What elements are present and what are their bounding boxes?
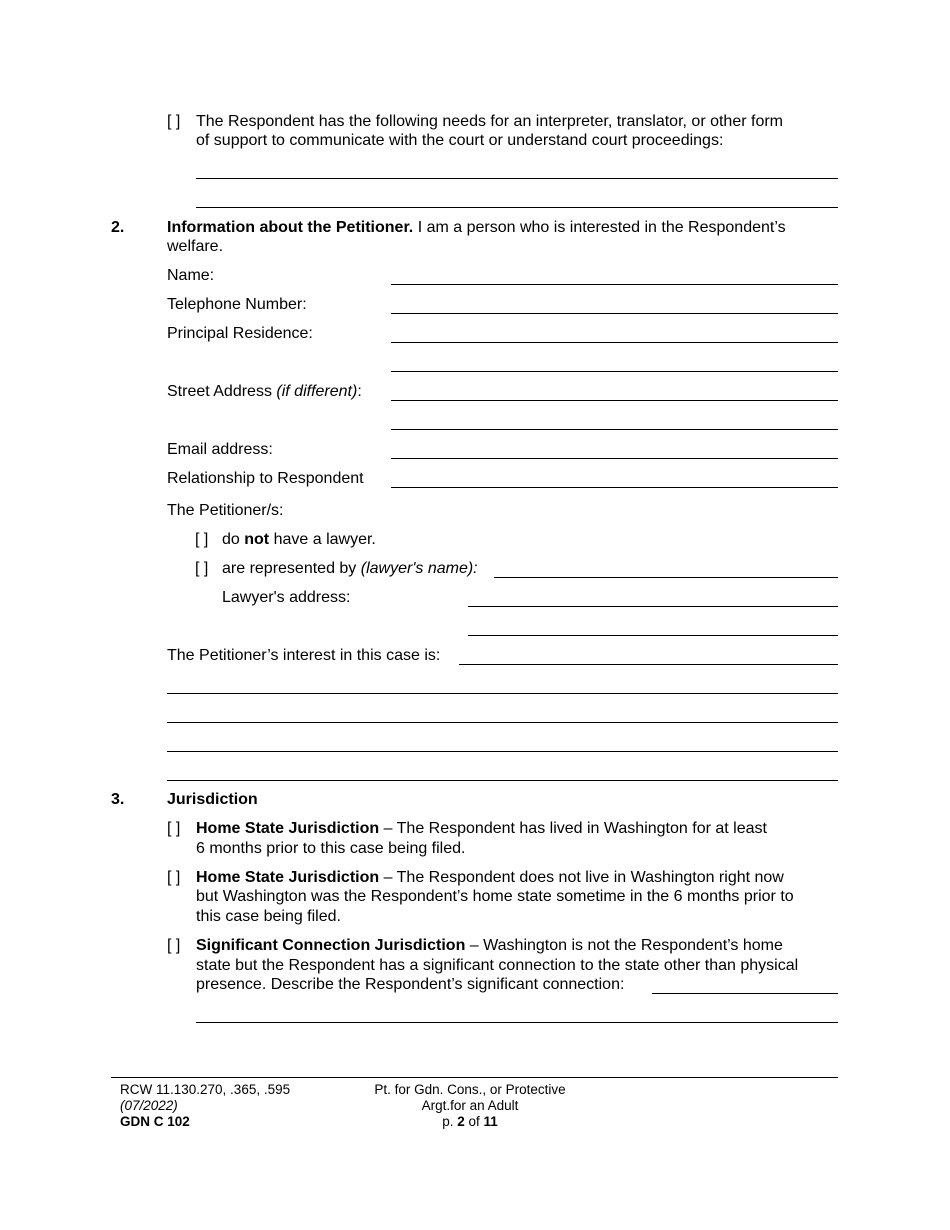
interpreter-text-line1: The Respondent has the following needs for an interpreter, translator, or other form: [196, 113, 783, 130]
no-lawyer-pre: do: [222, 531, 240, 548]
footer-form-id: GDN C 102: [120, 1114, 190, 1129]
interest-field-3[interactable]: [167, 722, 838, 723]
jurisdiction-option-1-line2: 6 months prior to this case being filed.: [196, 840, 466, 857]
no-lawyer-text: [222, 530, 376, 550]
interpreter-text-line2: of support to communicate with the court or understand court proceedings:: [196, 132, 724, 149]
jurisdiction-option-3-line3: presence. Describe the Respondent’s significant connection:: [196, 976, 625, 993]
interest-field-4[interactable]: [167, 751, 838, 752]
section-2-intro-rest: I am a person who is interested in the Respondent’s: [417, 219, 786, 236]
footer-page-number: [340, 1114, 600, 1130]
jurisdiction-option-2-line2: but Washington was the Respondent’s home state sometime in the 6 months prior to: [196, 888, 794, 905]
street-address-text: Street Address: [167, 383, 272, 400]
jurisdiction-option-3-line1: [196, 936, 783, 956]
email-label: Email address:: [167, 441, 273, 458]
lawyer-address-field-1[interactable]: [468, 606, 838, 607]
no-lawyer-post: have a lawyer.: [273, 531, 376, 548]
has-lawyer-label: are represented by: [222, 560, 357, 577]
street-address-field-1[interactable]: [391, 400, 838, 401]
has-lawyer-text: [222, 559, 478, 579]
jurisdiction-option-2-title: Home State Jurisdiction: [196, 869, 380, 886]
name-field[interactable]: [391, 284, 838, 285]
jurisdiction-option-3-line2: state but the Respondent has a significant connection to the state other than physical: [196, 957, 799, 974]
footer-title-line1: Pt. for Gdn. Cons., or Protective: [374, 1082, 566, 1097]
footer-rcw: RCW 11.130.270, .365, .595: [120, 1082, 291, 1097]
telephone-field[interactable]: [391, 313, 838, 314]
section-3-number: 3.: [111, 791, 125, 808]
telephone-label: Telephone Number:: [167, 296, 307, 313]
jurisdiction-option-1-title: Home State Jurisdiction: [196, 820, 380, 837]
footer-title-line2: Argt.for an Adult: [421, 1098, 519, 1113]
jurisdiction-option-3-title: Significant Connection Jurisdiction: [196, 937, 466, 954]
email-field[interactable]: [391, 458, 838, 459]
interest-field-2[interactable]: [167, 693, 838, 694]
interest-field-1[interactable]: [459, 664, 838, 665]
section-2-intro: [167, 218, 786, 238]
no-lawyer-checkbox[interactable]: [ ]: [195, 531, 209, 548]
principal-residence-field-2[interactable]: [391, 371, 838, 372]
lawyer-name-field[interactable]: [494, 577, 838, 578]
street-address-colon: :: [357, 383, 362, 400]
lawyer-address-field-2[interactable]: [468, 635, 838, 636]
footer-page-prefix: p.: [442, 1114, 454, 1129]
jurisdiction-option-2-desc: – The Respondent does not live in Washington right now: [379, 869, 784, 886]
jurisdiction-option-1-checkbox[interactable]: [ ]: [167, 820, 181, 837]
section-2-intro-line2: welfare.: [167, 238, 224, 255]
footer-page-current: 2: [457, 1114, 465, 1129]
section-2-number: 2.: [111, 219, 125, 236]
relationship-field[interactable]: [391, 487, 838, 488]
jurisdiction-option-1-desc: – The Respondent has lived in Washington for at least: [379, 820, 767, 837]
jurisdiction-option-2-line3: this case being filed.: [196, 908, 341, 925]
footer-page-of: of: [468, 1114, 480, 1129]
interpreter-blank-line-1[interactable]: [196, 178, 838, 179]
significant-connection-field-1[interactable]: [652, 993, 838, 994]
section-2-heading: Information about the Petitioner.: [167, 219, 414, 236]
no-lawyer-bold: not: [244, 531, 270, 548]
interest-field-5[interactable]: [167, 780, 838, 781]
has-lawyer-checkbox[interactable]: [ ]: [195, 560, 209, 577]
street-address-note: (if different): [276, 383, 358, 400]
relationship-label: Relationship to Respondent: [167, 470, 364, 487]
street-address-label: [167, 382, 362, 402]
street-address-field-2[interactable]: [391, 429, 838, 430]
significant-connection-field-2[interactable]: [196, 1022, 838, 1023]
jurisdiction-option-2-checkbox[interactable]: [ ]: [167, 869, 181, 886]
footer-divider: [111, 1077, 838, 1078]
name-label: Name:: [167, 267, 215, 284]
section-3-heading: Jurisdiction: [167, 791, 258, 808]
principal-residence-label: Principal Residence:: [167, 325, 313, 342]
jurisdiction-option-1-line1: [196, 819, 767, 839]
footer-date: (07/2022): [120, 1098, 178, 1113]
has-lawyer-note: (lawyer's name):: [360, 560, 478, 577]
interpreter-checkbox[interactable]: [ ]: [167, 113, 181, 130]
lawyer-address-label: Lawyer's address:: [222, 589, 351, 606]
jurisdiction-option-3-desc: – Washington is not the Respondent’s home: [465, 937, 783, 954]
petitioners-label: The Petitioner/s:: [167, 502, 284, 519]
footer-page-total: 11: [483, 1114, 498, 1129]
interest-label: The Petitioner’s interest in this case is:: [167, 647, 441, 664]
jurisdiction-option-3-checkbox[interactable]: [ ]: [167, 937, 181, 954]
principal-residence-field-1[interactable]: [391, 342, 838, 343]
interpreter-blank-line-2[interactable]: [196, 207, 838, 208]
jurisdiction-option-2-line1: [196, 868, 784, 888]
